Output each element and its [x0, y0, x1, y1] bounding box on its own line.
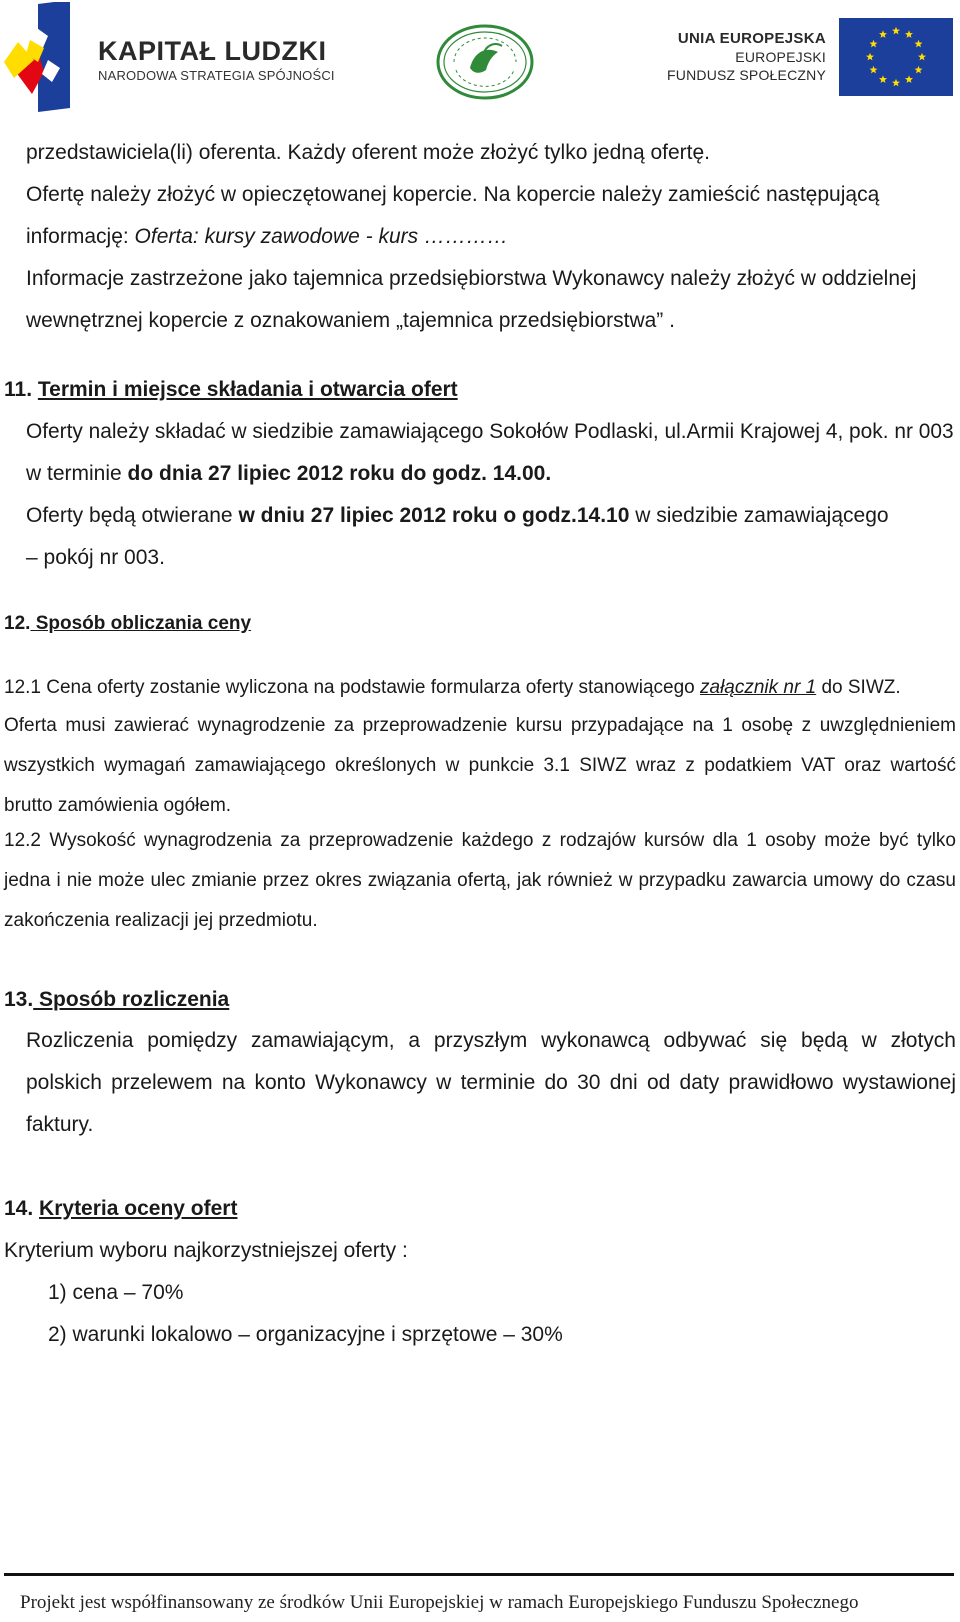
text-span: w terminie — [26, 462, 128, 485]
paragraph-line: wewnętrznej kopercie z oznakowaniem „tajemnica przedsiębiorstwa” . — [26, 309, 675, 332]
italic-text: Oferta: kursy zawodowe - kurs ………… — [134, 225, 508, 248]
list-item: 2) warunki lokalowo – organizacyjne i sprzętowe – 30% — [48, 1323, 563, 1346]
eu-line-3: FUNDUSZ SPOŁECZNY — [667, 67, 826, 83]
kl-subtitle: NARODOWA STRATEGIA SPÓJNOŚCI — [98, 68, 335, 83]
paragraph-line — [26, 224, 508, 250]
section-title: Sposób rozliczenia — [33, 988, 230, 1011]
eu-fund-text — [667, 30, 826, 84]
kl-title: KAPITAŁ LUDZKI — [98, 36, 327, 66]
text-span: informację: — [26, 225, 135, 248]
eu-line-1: UNIA EUROPEJSKA — [677, 30, 826, 47]
paragraph-line: przedstawiciela(li) oferenta. Każdy oferent może złożyć tylko jedną ofertę. — [26, 141, 710, 164]
paragraph-line: Oferty należy składać w siedzibie zamawiającego Sokołów Podlaski, ul.Armii Krajowej 4, pok. nr 003 — [26, 420, 954, 443]
paragraph: Rozliczenia pomiędzy zamawiającym, a przyszłym wykonawcą odbywać się będą w złotych polskich przelewem na konto Wykonawcy w terminie do 30 dni od daty prawidłowo wystawionej faktury. — [26, 1029, 956, 1136]
section-number: 11. — [4, 378, 33, 401]
paragraph: Oferta musi zawierać wynagrodzenie za przeprowadzenie kursu przypadające na 1 osobę z uwzględnieniem wszystkich wymagań zamawiającego określonych w punkcie 3.1 SIWZ wraz z podatkiem VAT oraz wartość brutto zamówienia ogółem. — [4, 715, 956, 816]
list-item: 1) cena – 70% — [48, 1281, 184, 1304]
paragraph: 12.2 Wysokość wynagrodzenia za przeprowadzenie każdego z rodzajów kursów dla 1 osoby może być tylko jedna i nie może ulec zmianie przez okres związania ofertą, jak również w przypadku zawarcia umowy do czasu zakończenia realizacji jej przedmiotu. — [4, 830, 956, 931]
paragraph-line: Ofertę należy złożyć w opieczętowanej kopercie. Na kopercie należy zamieścić następującą — [26, 183, 880, 206]
attachment-reference: załącznik nr 1 — [700, 677, 817, 698]
text-span: do SIWZ. — [816, 677, 901, 698]
section-heading-12 — [4, 611, 251, 637]
footer-divider — [4, 1573, 954, 1576]
eu-line-2: EUROPEJSKI — [735, 49, 826, 65]
section-title: Sposób obliczania ceny — [30, 613, 252, 634]
eu-flag-icon — [839, 18, 953, 96]
paragraph-line — [4, 675, 901, 701]
paragraph-line: – pokój nr 003. — [26, 546, 165, 569]
paragraph-line: Kryterium wyboru najkorzystniejszej oferty : — [4, 1239, 408, 1262]
powiat-sokolowski-seal — [434, 22, 536, 102]
footer-text: Projekt jest współfinansowany ze środków Unii Europejskiej w ramach Europejskiego Funduszu Społecznego — [20, 1592, 859, 1613]
page-header — [0, 0, 960, 115]
text-span: Oferty będą otwierane — [26, 504, 239, 527]
text-span: w siedzibie zamawiającego — [629, 504, 889, 527]
kapital-ludzki-logo — [4, 2, 72, 112]
kapital-ludzki-wordmark — [98, 36, 335, 83]
section-number: 14. — [4, 1197, 34, 1220]
paragraph-line — [26, 461, 551, 487]
paragraph-line — [26, 503, 889, 529]
section-heading-11 — [4, 377, 458, 403]
section-heading-13 — [4, 987, 229, 1013]
bold-deadline: do dnia 27 lipiec 2012 roku do godz. 14.00. — [127, 462, 552, 485]
section-number: 13. — [4, 988, 34, 1011]
section-title: Termin i miejsce składania i otwarcia ofert — [37, 378, 458, 401]
text-span: 12.1 Cena oferty zostanie wyliczona na podstawie formularza oferty stanowiącego — [4, 677, 700, 698]
section-title: Kryteria oceny ofert — [39, 1197, 238, 1220]
bold-opening-date: w dniu 27 lipiec 2012 roku o godz.14.10 — [238, 504, 630, 527]
section-number: 12. — [4, 613, 31, 634]
paragraph-line: Informacje zastrzeżone jako tajemnica przedsiębiorstwa Wykonawcy należy złożyć w oddzielnej — [26, 267, 917, 290]
section-heading-14 — [4, 1196, 237, 1222]
